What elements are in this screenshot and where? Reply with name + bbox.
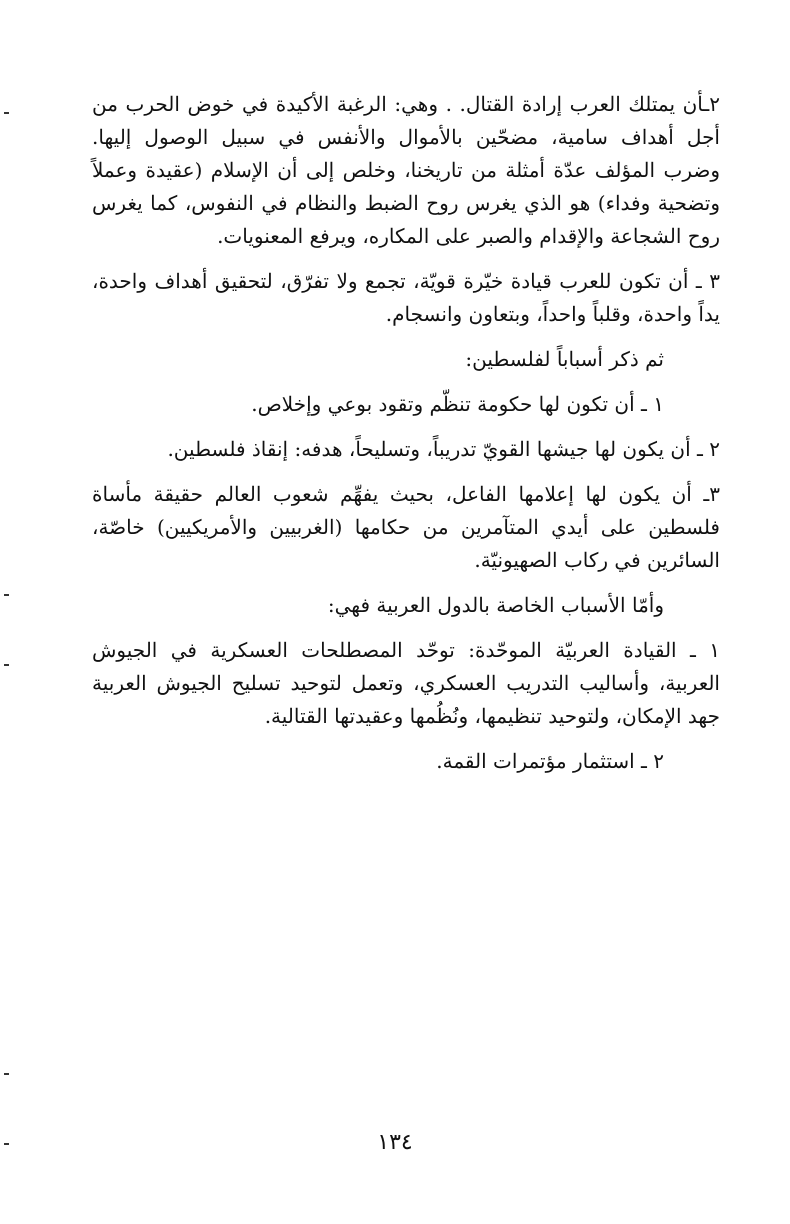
paragraph-leadership: ٣ ـ أن تكون للعرب قيادة خيّرة قويّة، تجمع ولا تفرّق، لتحقيق أهداف واحدة، يداً واحدة، وقلباً واحداً، وبتعاون وانسجام. <box>92 269 720 326</box>
scan-edge-mark <box>4 1143 9 1145</box>
page-number: ١٣٤ <box>377 1130 413 1155</box>
scan-edge-mark <box>4 1073 9 1075</box>
scan-edge-mark <box>4 112 9 114</box>
paragraph-palestine-army: ٢ ـ أن يكون لها جيشها القويّ تدريباً، وتسليحاً، هدفه: إنقاذ فلسطين. <box>167 437 720 461</box>
scan-edge-mark <box>4 594 9 596</box>
paragraph-will-to-fight: ٢ـأن يمتلك العرب إرادة القتال. . وهي: الرغبة الأكيدة في خوض الحرب من أجل أهداف سامية، مضحّين بالأموال والأنفس في سبيل الوصول إليها. وضرب المؤلف عدّة أمثلة من تاريخنا، وخلص إلى أن الإسلام (عقيدة وعملاً وتضحية وفداء) هو الذي يغرس روح الضبط والنظام في النفوس، كما يغرس روح الشجاعة والإقدام والصبر على المكاره، ويرفع المعنويات. <box>92 92 720 248</box>
paragraph-summits: ٢ ـ استثمار مؤتمرات القمة. <box>436 749 664 773</box>
scan-edge-mark <box>4 664 9 666</box>
paragraph-palestine-media: ٣ـ أن يكون لها إعلامها الفاعل، بحيث يفهِّم شعوب العالم حقيقة مأساة فلسطين على أيدي المتآمرين من حكامها (الغربيين والأمريكيين) خاصّة، السائرين في ركاب الصهيونيّة. <box>92 482 720 572</box>
paragraph-unified-command: ١ ـ القيادة العربيّة الموحّدة: توحّد المصطلحات العسكرية في الجيوش العربية، وأساليب التدريب العسكري، وتعمل لتوحيد تسليح الجيوش العربية جهد الإمكان، ولتوحيد تنظيمها، ونُظُمها وعقيدتها القتالية. <box>92 638 720 728</box>
paragraph-arab-states-intro: وأمّا الأسباب الخاصة بالدول العربية فهي: <box>327 593 664 617</box>
paragraph-palestine-intro: ثم ذكر أسباباً لفلسطين: <box>465 347 664 371</box>
page-body <box>92 88 720 790</box>
paragraph-palestine-government: ١ ـ أن تكون لها حكومة تنظّم وتقود بوعي وإخلاص. <box>251 392 664 416</box>
